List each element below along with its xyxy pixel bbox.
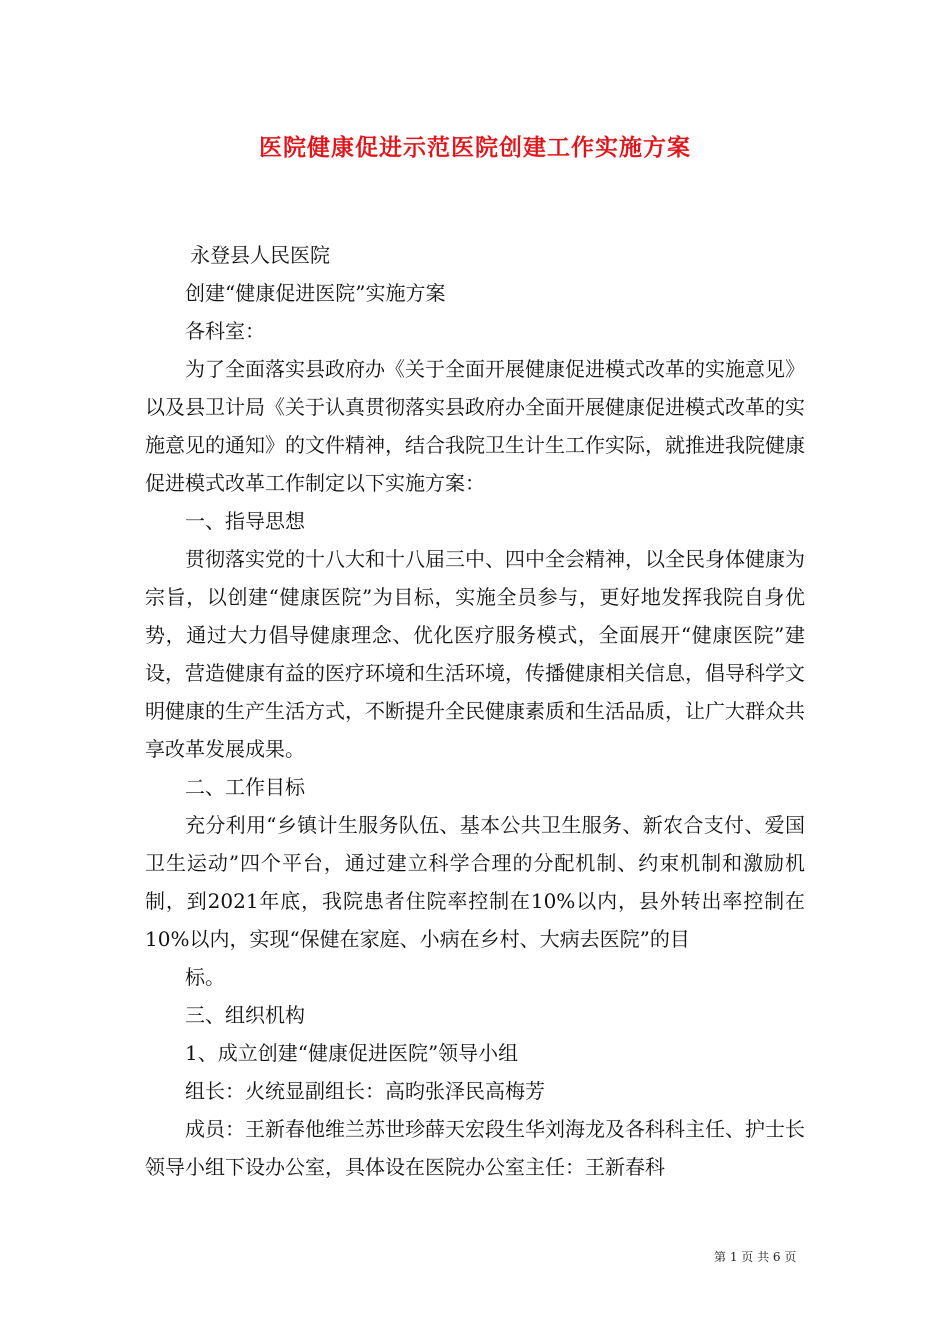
section-heading-guiding: 一、指导思想 <box>185 509 305 533</box>
plan-heading: 创建“健康促进医院”实施方案 <box>185 281 446 305</box>
document-title: 医院健康促进示范医院创建工作实施方案 <box>259 135 691 161</box>
hospital-name: 永登县人民医院 <box>190 243 330 267</box>
group-members: 成员：王新春他维兰苏世珍薛天宏段生华刘海龙及各科科主任、护士长领导小组下设办公室，具体设在医院办公室主任：王新春科 <box>145 1117 805 1179</box>
page-number: 第 1 页 共 6 页 <box>714 1250 797 1264</box>
goals-paragraph: 充分利用“乡镇计生服务队伍、基本公共卫生服务、新农合支付、爱国卫生运动”四个平台，通过建立科学合理的分配机制、约束机制和激励机制，到2021年底，我院患者住院率控制在10%以内，县外转出率控制在10%以内，实现“保健在家庭、小病在乡村、大病去医院”的目 <box>145 813 805 951</box>
subheading-leading-group: 1、成立创建“健康促进医院”领导小组 <box>185 1041 519 1065</box>
document-body <box>145 236 805 1186</box>
guiding-paragraph: 贯彻落实党的十八大和十八届三中、四中全会精神，以全民身体健康为宗旨，以创建“健康医院”为目标，实施全员参与，更好地发挥我院自身优势，通过大力倡导健康理念、优化医疗服务模式，全面展开“健康医院”建设，营造健康有益的医疗环境和生活环境，传播健康相关信息，倡导科学文明健康的生产生活方式，不断提升全民健康素质和生活品质，让广大群众共享改革发展成果。 <box>145 547 805 761</box>
section-heading-goals: 二、工作目标 <box>185 775 305 799</box>
section-heading-organization: 三、组织机构 <box>185 1003 305 1027</box>
salutation: 各科室： <box>185 319 265 343</box>
goals-paragraph-end: 标。 <box>185 965 225 989</box>
group-leaders: 组长：火统显副组长：高昀张泽民高梅芳 <box>185 1079 545 1103</box>
intro-paragraph: 为了全面落实县政府办《关于全面开展健康促进模式改革的实施意见》以及县卫计局《关于认真贯彻落实县政府办全面开展健康促进模式改革的实施意见的通知》的文件精神，结合我院卫生计生工作实际，就推进我院健康促进模式改革工作制定以下实施方案： <box>145 357 805 495</box>
